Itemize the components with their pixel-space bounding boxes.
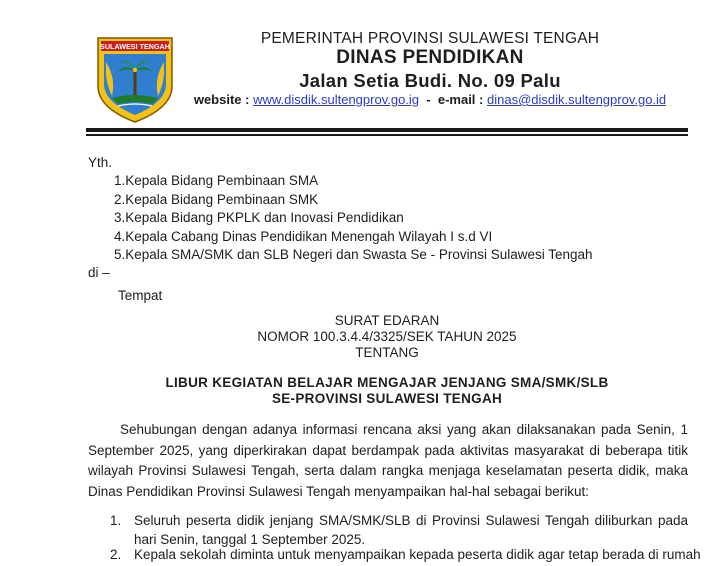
point-line: Kepala sekolah diminta untuk menyampaikan kepada peserta didik agar tetap berada di rumah: [134, 547, 701, 562]
agency-address: Jalan Setia Budi. No. 09 Palu: [299, 70, 561, 91]
place-label: Tempat: [118, 288, 163, 303]
paragraph-line: wilayah Provinsi Sulawesi Tengah, serta dalam rangka menjaga keselamatan peserta didik, maka: [88, 463, 688, 478]
recipient-item: 5.Kepala SMA/SMK dan SLB Negeri dan Swasta Se - Provinsi Sulawesi Tengah: [114, 247, 593, 263]
provincial-emblem-logo: [94, 34, 176, 124]
subject-line-2: SE-PROVINSI SULAWESI TENGAH: [271, 391, 503, 406]
government-name: PEMERINTAH PROVINSI SULAWESI TENGAH: [260, 30, 600, 47]
point-line: hari Senin, tanggal 1 September 2025.: [134, 531, 366, 547]
point-number: 1.: [110, 513, 122, 528]
email-label: e-mail :: [437, 92, 484, 107]
salutation: Yth.: [88, 155, 113, 170]
email-link[interactable]: dinas@disdik.sultengprov.go.id: [486, 92, 667, 107]
recipient-item: 2.Kepala Bidang Pembinaan SMK: [114, 191, 319, 207]
recipient-item: 1.Kepala Bidang Pembinaan SMA: [114, 173, 319, 188]
paragraph-line: September 2025, yang diperkirakan dapat berdampak pada aktivitas masyarakat di beberapa titik: [88, 442, 688, 458]
document-type: SURAT EDARAN: [334, 313, 440, 328]
paragraph-line: Sehubungan dengan adanya informasi rencana aksi yang akan dilaksanakan pada Senin, 1: [120, 422, 688, 437]
emblem-label: SULAWESI TENGAH: [100, 42, 170, 51]
recipient-item: 3.Kepala Bidang PKPLK dan Inovasi Pendidikan: [114, 210, 404, 226]
document-number: NOMOR 100.3.4.4/3325/SEK TAHUN 2025: [257, 329, 517, 344]
paragraph-line: Dinas Pendidikan Provinsi Sulawesi Tengah menyampaikan hal-hal sebagai berikut:: [88, 483, 590, 499]
website-link[interactable]: www.disdik.sultengprov.go.ig: [253, 92, 420, 107]
letterhead-rule-thin: [86, 134, 688, 136]
website-label: website :: [193, 92, 250, 107]
opening-paragraph: [88, 420, 688, 502]
subject-line-1: LIBUR KEGIATAN BELAJAR MENGAJAR JENJANG SMA/SMK/SLB: [165, 375, 609, 390]
point-line: Seluruh peserta didik jenjang SMA/SMK/SLB di Provinsi Sulawesi Tengah diliburkan pada: [134, 513, 688, 528]
contact-separator: -: [426, 92, 431, 107]
agency-name: DINAS PENDIDIKAN: [336, 47, 524, 68]
point-item: [110, 546, 701, 566]
recipient-item: 4.Kepala Cabang Dinas Pendidikan Menengah Wilayah I s.d VI: [114, 228, 493, 244]
letterhead-rule-thick: [86, 128, 688, 132]
contact-line: [190, 92, 670, 107]
point-number: 2.: [110, 547, 122, 562]
recipient-list: [114, 172, 593, 265]
di-label: di –: [88, 265, 110, 280]
regarding-label: TENTANG: [355, 345, 419, 360]
